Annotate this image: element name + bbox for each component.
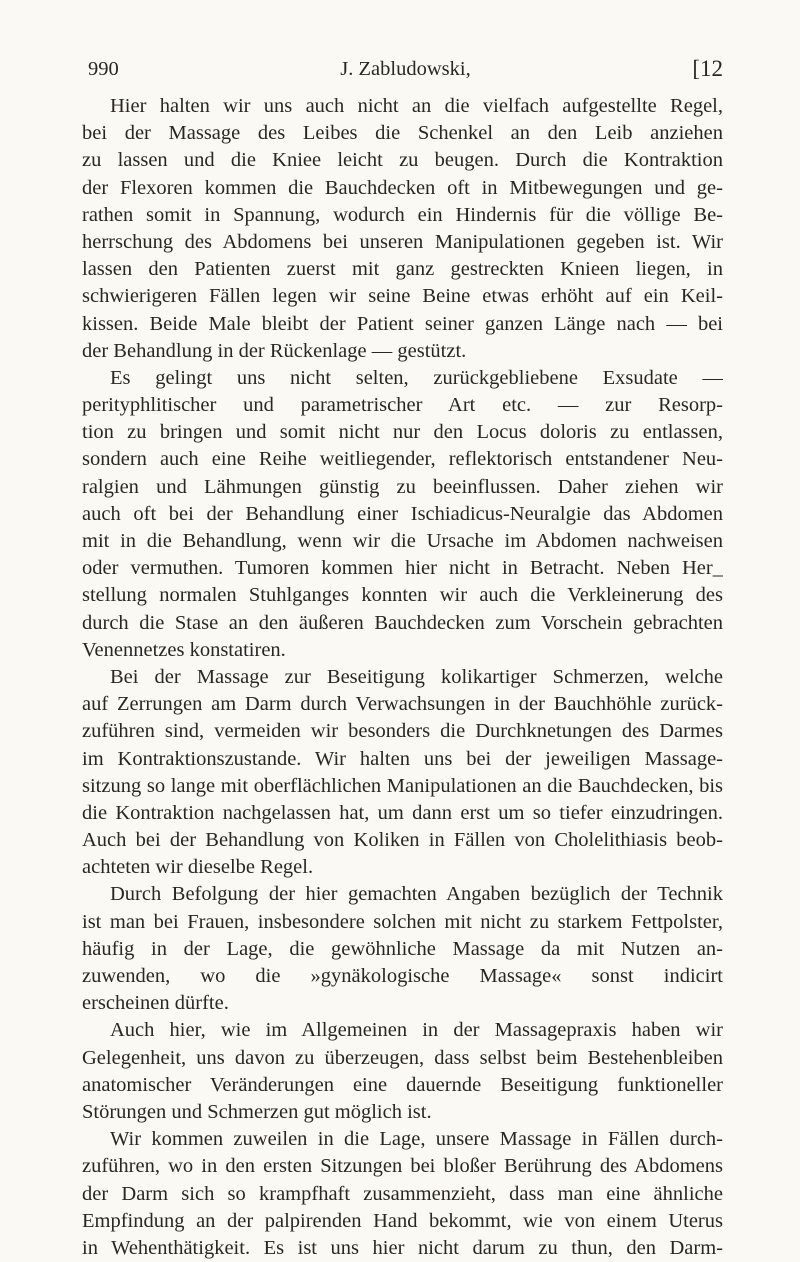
text-line: der Darm sich so krampfhaft zusammenzieht, dass man eine ähnliche [82,1182,723,1205]
text-line: herrschung des Abdomens bei unseren Manipulationen gegeben ist. Wir [82,230,723,253]
page-number: 990 [88,58,119,80]
text-line: Empfindung an der palpirenden Hand bekommt, wie von einem Uterus [82,1209,723,1232]
text-line: oder vermuthen. Tumoren kommen hier nicht in Betracht. Neben Her_ [82,557,723,580]
text-line: häufig in der Lage, die gewöhnliche Massage da mit Nutzen an- [82,937,723,960]
text-line: der Behandlung in der Rückenlage — gestützt. [82,339,467,362]
text-line: auf Zerrungen am Darm durch Verwachsungen in der Bauchhöhle zurück- [82,693,723,716]
text-line: der Flexoren kommen die Bauchdecken oft in Mitbewegungen und ge- [82,176,723,199]
text-line: Venennetzes konstatiren. [82,638,286,661]
text-line: mit in die Behandlung, wenn wir die Ursache im Abdomen nachweisen [82,530,723,552]
text-line: achteten wir dieselbe Regel. [82,856,314,879]
text-line: tion zu bringen und somit nicht nur den Locus doloris zu entlassen, [82,421,723,444]
text-line: kissen. Beide Male bleibt der Patient seiner ganzen Länge nach — bei [82,312,723,335]
text-line: Bei der Massage zur Beseitigung kolikartiger Schmerzen, welche [110,665,723,688]
text-line: zuführen sind, vermeiden wir besonders die Durchknetungen des Darmes [82,720,723,743]
text-line: zuführen, wo in den ersten Sitzungen bei bloßer Berührung des Abdomens [82,1155,723,1178]
text-line: auch oft bei der Behandlung einer Ischiadicus-Neuralgie das Abdomen [82,502,723,525]
text-line: Es gelingt uns nicht selten, zurückgebliebene Exsudate — [110,366,723,389]
text-line: durch die Stase an den äußeren Bauchdecken zum Vorschein gebrachten [82,611,723,634]
text-line: Durch Befolgung der hier gemachten Angaben bezüglich der Technik [110,883,723,906]
body-text [82,93,723,1262]
text-line: perityphlitischer und parametrischer Art etc. — zur Resorp- [82,394,723,417]
text-line: Hier halten wir uns auch nicht an die vielfach aufgestellte Regel, [110,95,723,117]
text-line: Gelegenheit, uns davon zu überzeugen, dass selbst beim Bestehenbleiben [82,1046,723,1069]
running-header [88,58,723,88]
running-author: J. Zabludowski, [340,58,471,80]
text-line: lassen den Patienten zuerst mit ganz gestreckten Knieen liegen, in [82,258,723,281]
section-marker: [12 [692,56,723,81]
text-line: sitzung so lange mit oberflächlichen Manipulationen an die Bauchdecken, bis [82,774,723,797]
text-line: zu lassen und die Kniee leicht zu beugen. Durch die Kontraktion [82,149,723,172]
text-line: schwierigeren Fällen legen wir seine Beine etwas erhöht auf ein Keil- [82,285,723,308]
text-line: anatomischer Veränderungen eine dauernde Beseitigung funktioneller [82,1073,723,1096]
text-line: im Kontraktionszustande. Wir halten uns bei der jeweiligen Massage- [82,747,723,770]
text-line: bei der Massage des Leibes die Schenkel an den Leib anziehen [82,122,723,145]
text-line: Auch hier, wie im Allgemeinen in der Massagepraxis haben wir [110,1019,723,1042]
text-line: sondern auch eine Reihe weitliegender, reflektorisch entstandener Neu- [82,448,723,471]
text-line: ist man bei Frauen, insbesondere solchen mit nicht zu starkem Fettpolster, [82,910,723,933]
text-line: Wir kommen zuweilen in die Lage, unsere Massage in Fällen durch- [110,1128,723,1151]
text-line: rathen somit in Spannung, wodurch ein Hindernis für die völlige Be- [82,203,723,226]
text-line: stellung normalen Stuhlganges konnten wir auch die Verkleinerung des [82,584,723,607]
text-line: ralgien und Lähmungen günstig zu beeinflussen. Daher ziehen wir [82,475,723,498]
text-line: Auch bei der Behandlung von Koliken in Fällen von Cholelithiasis beob- [82,829,723,852]
text-line: erscheinen dürfte. [82,992,229,1015]
text-line: die Kontraktion nachgelassen hat, um dann erst um so tiefer einzudringen. [82,801,723,824]
text-line: zuwenden, wo die »gynäkologische Massage« sonst indicirt [82,965,723,987]
text-line: Störungen und Schmerzen gut möglich ist. [82,1100,432,1123]
text-line: in Wehenthätigkeit. Es ist uns hier nicht darum zu thun, den Darm- [82,1236,723,1259]
